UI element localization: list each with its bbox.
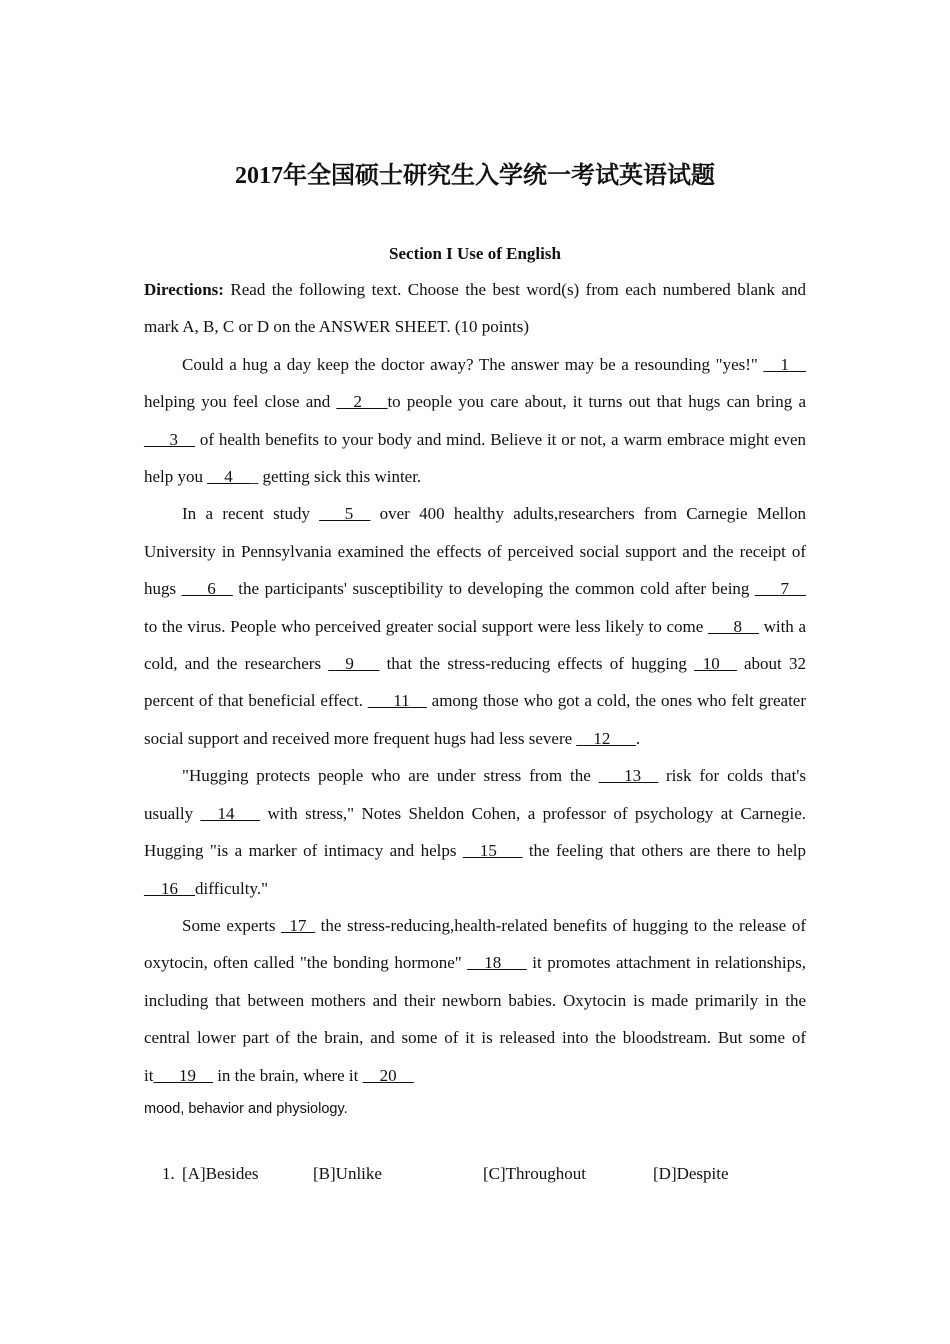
passage-text: it promotes attachment in relationships, including that between mothers and their newborn babies. Oxytocin is made primarily in the central lower part of the brain, and some of it is released into the bloodstream. But some of it [144,953,806,1085]
passage-text: "Hugging protects people who are under stress from the [182,766,599,786]
passage-text: about 32 percent of that beneficial effect. [144,654,806,711]
passage-text: risk for colds that's usually [144,766,806,823]
passage-text: the feeling that others are there to help [522,841,806,861]
blank-18: __18___ [467,953,527,973]
blank-14: __14___ [200,803,261,823]
passage-text: Some experts [182,915,282,935]
option-d: [D]Despite [653,1164,729,1183]
passage-paragraph-1 [144,346,806,496]
document-body [144,271,806,1124]
passage-text: with stress," Notes Sheldon Cohen, a professor of psychology at Carnegie. Hugging "is a marker of intimacy and helps [144,803,807,861]
option-c: [C]Throughout [483,1164,586,1183]
section-heading: Section I Use of English [389,244,561,263]
passage-text: to the virus. People who perceived greater social support were less likely to come [144,616,708,636]
blank-3: ___3__ [144,429,195,449]
passage-text: among those who got a cold, the ones who felt greater social support and received more frequent hugs had less severe [144,691,806,748]
passage-text: of health benefits to your body and mind. Believe it or not, a warm embrace might even help you [144,429,806,487]
blank-12: __12___ [576,728,636,748]
blank-11: ___11__ [367,691,427,711]
blank-13: ___13__ [598,766,659,786]
blank-15: __15___ [462,841,523,861]
passage-text: Could a hug a day keep the doctor away? The answer may be a resounding "yes!" [182,354,764,374]
passage-tail-text: mood, behavior and physiology. [144,1100,348,1117]
blank-2: __2___ [336,392,388,412]
passage-text: . [635,728,641,748]
blank-6: ___6__ [181,579,233,599]
question-number: 1. [162,1164,175,1183]
blank-1: __1__ [763,354,806,374]
blank-7: ___7__ [755,579,806,599]
passage-text: in the brain, where it [212,1065,363,1085]
blank-19: ___19__ [153,1065,213,1085]
blank-10: _10__ [694,654,737,674]
page-title: 2017年全国硕士研究生入学统一考试英语试题 [235,163,715,189]
passage-paragraph-3 [144,757,806,907]
directions-text: Read the following text. Choose the best word(s) from each numbered blank and mark A, B, C or D on the ANSWER SHEET. (10 points) [144,280,806,337]
passage-text: _ getting sick this winter. [249,467,422,487]
passage-paragraph-2 [144,495,806,757]
passage-text: helping you feel close and [144,392,337,412]
option-a: [A]Besides [182,1164,259,1183]
directions-paragraph [144,271,806,346]
option-b: [B]Unlike [313,1164,382,1183]
blank-9: __9___ [328,654,380,674]
passage-text: that the stress-reducing effects of hugging [379,654,695,674]
directions-label: Directions: [144,280,224,299]
blank-5: ___5__ [319,504,371,524]
blank-8: ___8__ [707,616,759,636]
blank-17: _17_ [281,915,316,935]
passage-text: the stress-reducing,health-related benefits of hugging to the release of oxytocin, often called "the bonding hormone" [144,915,806,973]
question-1-options [162,1162,729,1186]
blank-16: __16__ [144,878,195,898]
passage-text: the participants' susceptibility to developing the common cold after being [232,579,755,599]
passage-text: over 400 healthy adults,researchers from Carnegie Mellon University in Pennsylvania examined the effects of perceived social support and the receipt of hugs [144,504,806,599]
passage-text: with a cold, and the researchers [144,616,806,674]
passage-paragraph-4 [144,907,806,1124]
passage-text: In a recent study [182,504,320,524]
blank-20: __20__ [362,1065,414,1085]
blank-4: __4__ [207,467,250,487]
passage-text: to people you care about, it turns out that hugs can bring a [387,392,806,412]
passage-text: difficulty." [195,878,269,898]
